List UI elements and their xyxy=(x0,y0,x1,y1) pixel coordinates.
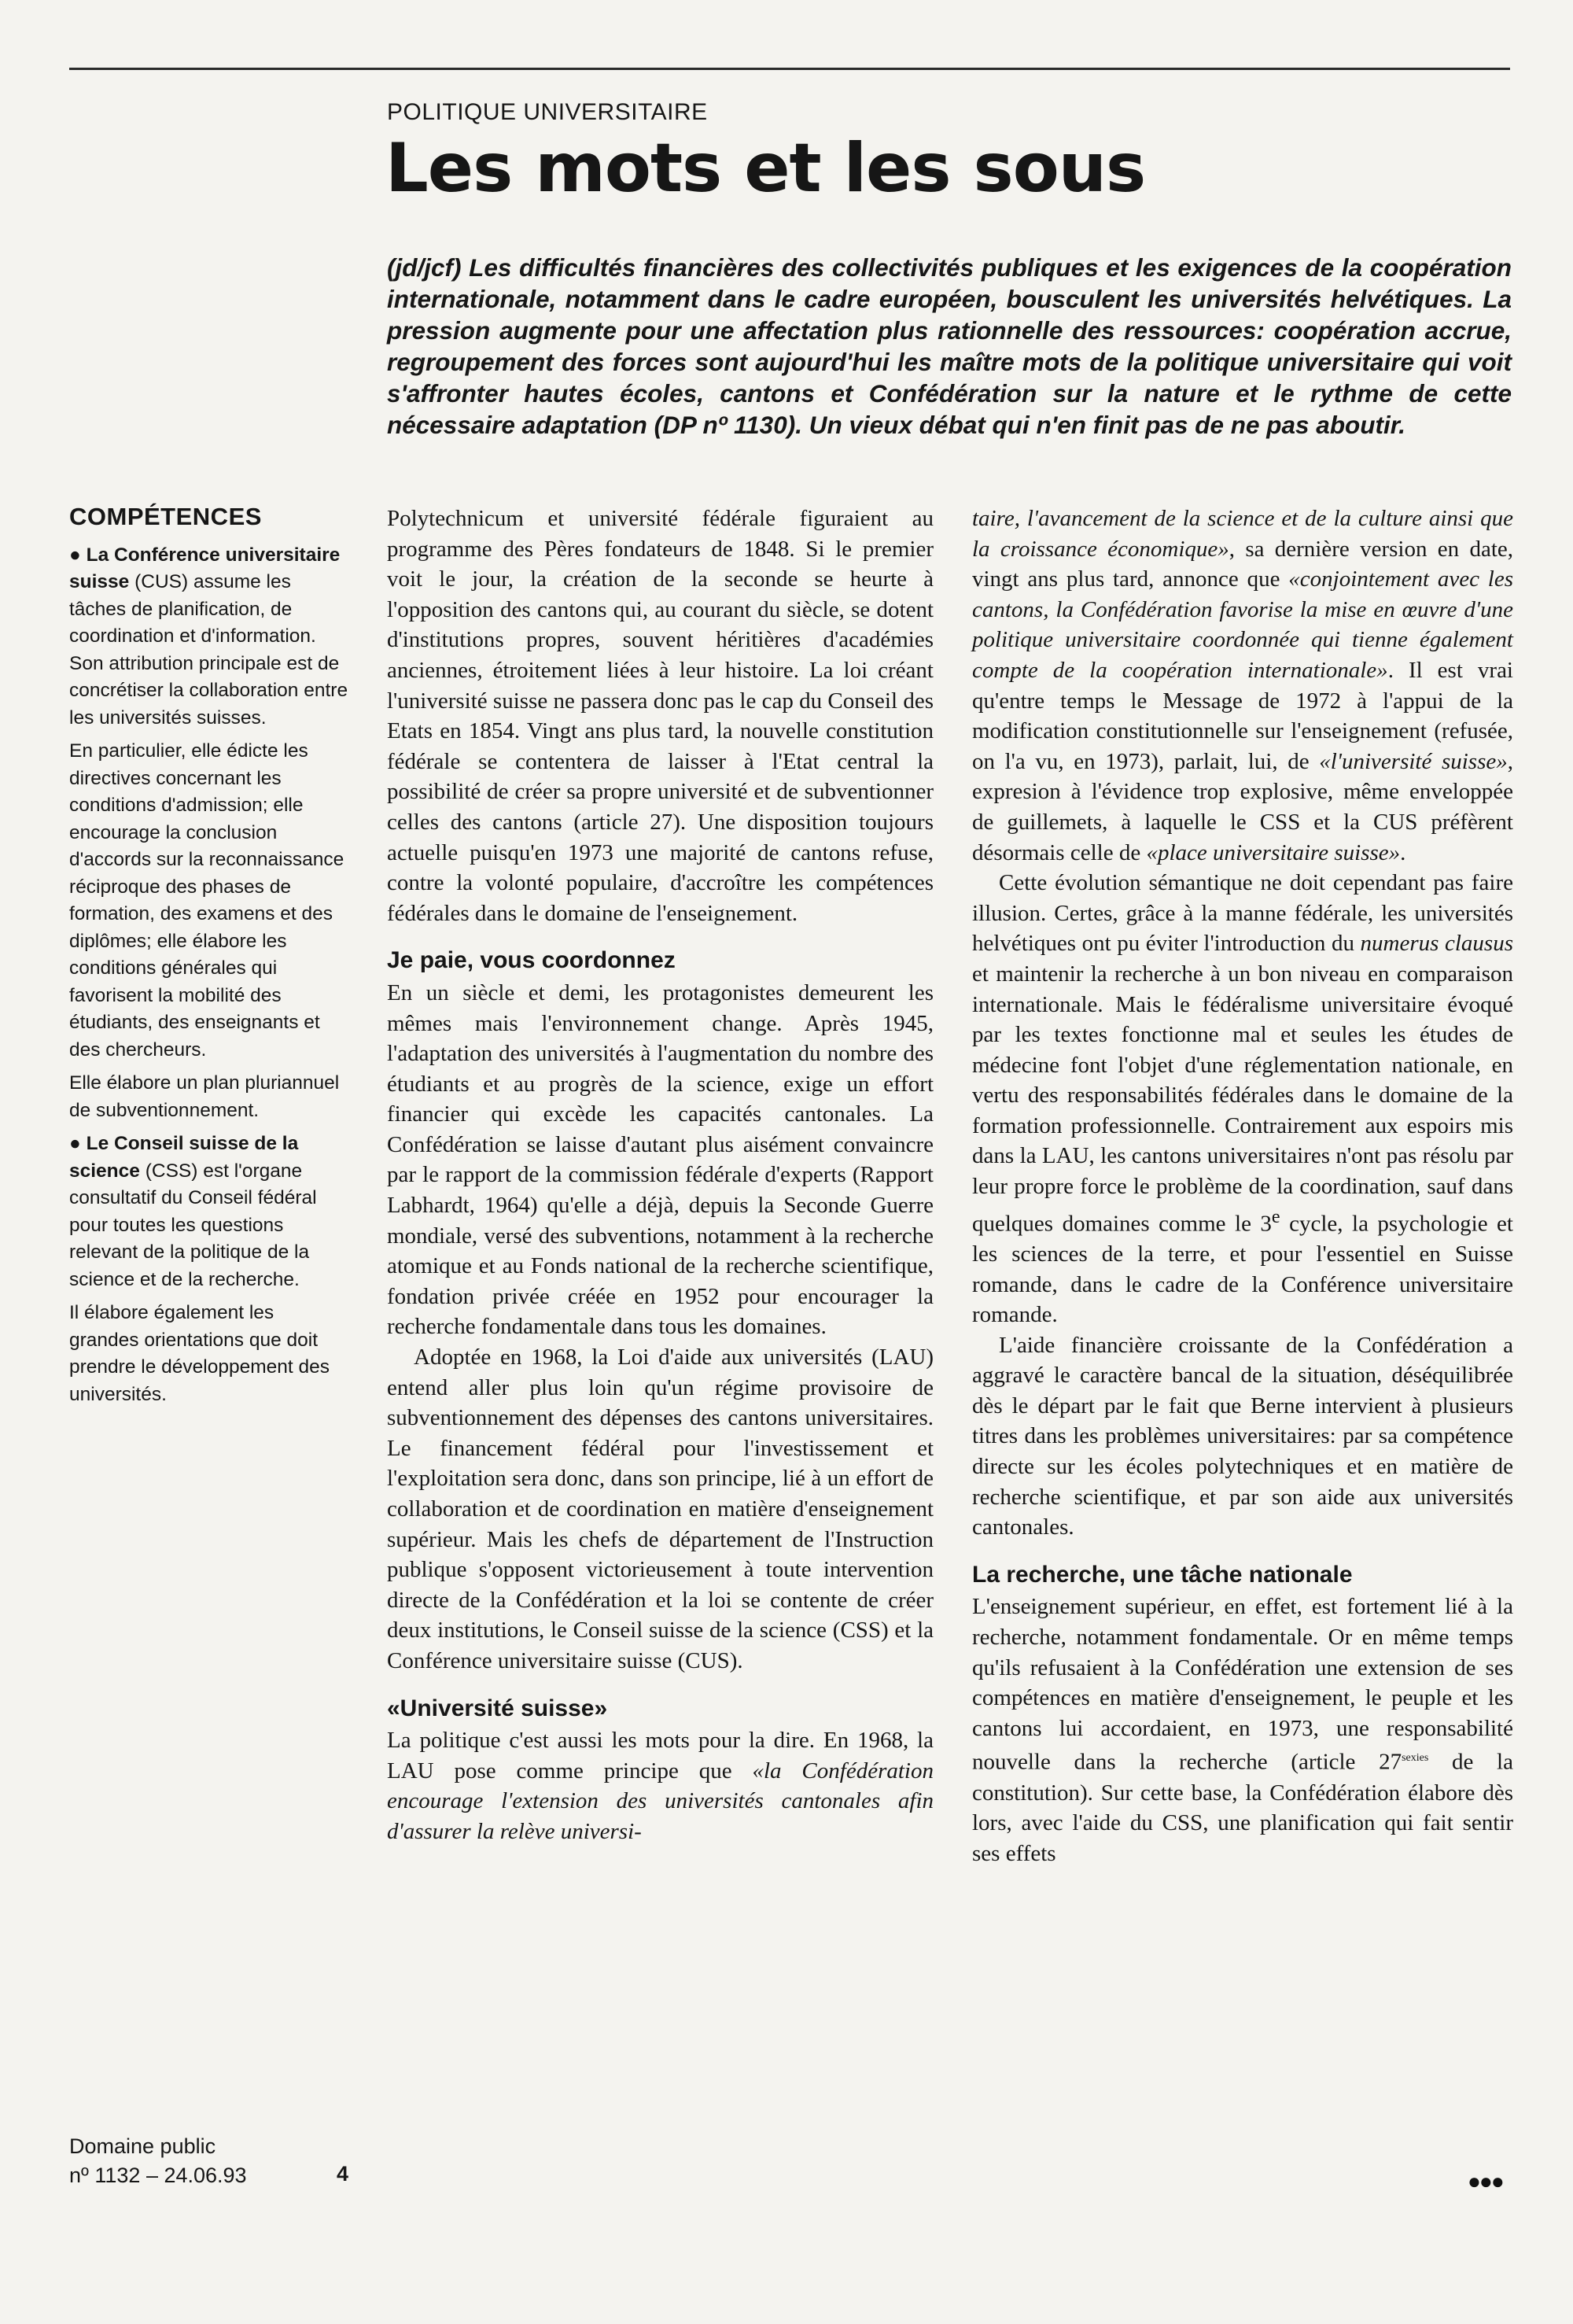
article-title: Les mots et les sous xyxy=(385,129,1146,208)
subheading: La recherche, une tâche nationale xyxy=(972,1561,1353,1588)
article-lead: (jd/jcf) Les difficultés financières des collectivités publiques et les exigences de la coopération internationale, notamment dans le cadre européen, bousculent les universités helvétiques. La pression augmente pour une affectation plus rationnelle des ressources: coopération accrue, regroupement des forces sont aujourd'hui les maître mots de la politique universitaire qui voit s'affronter hautes écoles, cantons et Confédération sur la nature et le rythme de cette nécessaire adaptation (DP nº 1130). Un vieux débat qui n'en finit pas de ne pas aboutir. xyxy=(387,253,1512,439)
subheading: Je paie, vous coordonnez xyxy=(387,947,676,974)
sidebar-competences xyxy=(69,504,348,1415)
sidebar-css-paragraph xyxy=(69,1131,348,1293)
article-column-2 xyxy=(972,504,1513,1868)
text-run: . Il est vrai qu'entre temps le Message de 1972 à l'appui de la modification constitutionnelle sur l'enseignement (refusée, on l'a vu, en 1973), parlait, lui, de xyxy=(972,657,1513,774)
paragraph: En un siècle et demi, les protagonistes demeurent les mêmes mais l'environnement change. Après 1945, l'adaptation des universités à l'augmentation du nombre des étudiants et au progrès de la science, exige un effort financier qui excède les capacités cantonales. La Confédération se laisse d'autant plus aisément convaincre par le rapport de la commission fédérale d'experts (Rapport Labhardt, 1964) qu'elle a déjà, depuis la Seconde Guerre mondiale, versé des subventions, notamment à la recherche atomique et au Fonds national de la recherche scientifique, fondation privée créée en 1952 pour encourager la recherche fondamentale dans tous les domaines. xyxy=(387,979,934,1340)
page-footer xyxy=(69,2132,368,2190)
text-run: L'enseignement supérieur, en effet, est fortement lié à la recherche, notamment fondamentale. Or en même temps qu'ils refusaient à la Confédération une extension de ses compétences en matière d'enseignement, le peuple et les cantons lui accordaient, en 1973, une responsabilité nouvelle dans la recherche (article 27 xyxy=(972,1594,1513,1776)
css-description: (CSS) est l'organe consultatif du Conseil fédéral pour toutes les questions relevant de la politique de la science et de la recherche. xyxy=(69,1160,317,1290)
sidebar-heading: COMPÉTENCES xyxy=(69,503,262,530)
text-run: , sa dernière version en date, vingt ans plus tard, annonce que xyxy=(972,536,1513,592)
header-rule xyxy=(69,68,1510,70)
quote-run: taire, l'avancement de la science et de la culture ainsi que la croissance économique» xyxy=(972,506,1513,562)
sidebar-cus-paragraph xyxy=(69,542,348,732)
text-run: , expresion à l'évidence trop explosive, même enveloppée de guillemets, à laquelle le CSS et la CUS préfèrent désormais celle de xyxy=(972,748,1513,865)
superscript: e xyxy=(1271,1205,1280,1227)
sidebar-cus-details: En particulier, elle édicte les directives concernant les conditions d'admission; elle encourage la conclusion d'accords sur la reconnaissance réciproque des phases de formation, des examens et des diplômes; elle élabore les conditions générales qui favorisent la mobilité des étudiants, des enseignants et des chercheurs. xyxy=(69,740,344,1061)
latin-term: numerus clausus xyxy=(1360,931,1513,957)
paragraph xyxy=(972,504,1513,868)
text-run: La politique c'est aussi les mots pour la dire. En 1968, la LAU pose comme principe que xyxy=(387,1728,934,1784)
text-run: . xyxy=(1400,839,1406,865)
quote-run: «l'université suisse» xyxy=(1319,748,1508,774)
paragraph xyxy=(387,1725,934,1846)
bullet-icon: ● xyxy=(69,1133,87,1154)
continuation-dots-icon: ●●● xyxy=(1468,2170,1503,2194)
css-name: Le Conseil suisse de la science xyxy=(69,1133,299,1182)
page-number: 4 xyxy=(337,2162,349,2186)
text-run: cycle, la psychologie et les sciences de la terre, et pour l'essentiel en Suisse romande, dans le cadre de la Conférence universitaire romande. xyxy=(972,1211,1513,1328)
paragraph: Adoptée en 1968, la Loi d'aide aux universités (LAU) entend aller plus loin qu'un régime provisoire de subventionnement des dépenses des cantons universitaires. Le financement fédéral pour l'investissement et l'exploitation sera donc, dans son principe, lié à un effort de collaboration et de coordination en matière d'enseignement supérieur. Mais les chefs de département de l'Instruction publique s'opposent victorieusement à toute intervention directe de la Confédération et la loi se contente de créer deux institutions, le Conseil suisse de la science (CSS) et la Conférence universitaire suisse (CUS). xyxy=(387,1345,934,1673)
cus-name: La Conférence universitaire suisse xyxy=(69,544,341,592)
paragraph xyxy=(972,1592,1513,1868)
subheading: «Université suisse» xyxy=(387,1695,608,1721)
section-kicker: POLITIQUE UNIVERSITAIRE xyxy=(387,99,708,125)
sidebar-css-details: Il élabore également les grandes orientations que doit prendre le développement des universités. xyxy=(69,1302,330,1405)
quote-run: «conjointement avec les cantons, la Confédération favorise la mise en œuvre d'une politique universitaire coordonnée qui tienne également compte de la coopération internationale» xyxy=(972,566,1513,683)
paragraph xyxy=(972,868,1513,1330)
sidebar-cus-plan: Elle élabore un plan pluriannuel de subventionnement. xyxy=(69,1072,340,1121)
publication-name: Domaine public xyxy=(69,2134,216,2158)
text-run: Cette évolution sémantique ne doit cependant pas faire illusion. Certes, grâce à la manne fédérale, les universités helvétiques ont pu éviter l'introduction du xyxy=(972,870,1513,957)
issue-info: nº 1132 – 24.06.93 xyxy=(69,2164,247,2187)
paragraph: L'aide financière croissante de la Confédération a aggravé le caractère bancal de la situation, déséquilibrée dès le départ par le fait que Berne intervient à plusieurs titres dans les problèmes universitaires: par sa compétence directe sur les écoles polytechniques et en matière de recherche scientifique, et par son aide aux universités cantonales. xyxy=(972,1332,1513,1540)
superscript: sexies xyxy=(1402,1752,1429,1765)
text-run: et maintenir la recherche à un bon niveau en comparaison internationale. Mais le fédéralisme universitaire évoqué par les textes fonctionne mal et seules les études de médecine font l'objet d'une réglementation nationale, en vertu des responsabilités fédérales dans le domaine de la formation professionnelle. Contrairement aux espoirs mis dans la LAU, les cantons universitaires n'ont pas résolu par leur propre force le problème de la coordination, sauf dans quelques domaines comme le 3 xyxy=(972,961,1513,1237)
quote-run: «la Confédération encourage l'extension des universités cantonales afin d'assurer la relève universi- xyxy=(387,1758,934,1844)
cus-description: (CUS) assume les tâches de planification, de coordination et d'information. Son attribution principale est de concrétiser la collaboration entre les universités suisses. xyxy=(69,571,348,729)
bullet-icon: ● xyxy=(69,544,87,566)
text-run: de la constitution). Sur cette base, la Confédération élabore dès lors, avec l'aide du CSS, une planification qui fait sentir ses effets xyxy=(972,1750,1513,1866)
article-column-1 xyxy=(387,504,934,1847)
quote-run: «place universitaire suisse» xyxy=(1146,839,1401,865)
paragraph: Polytechnicum et université fédérale figuraient au programme des Pères fondateurs de 1848. Si le premier voit le jour, la création de la seconde se heurte à l'opposition des cantons qui, au courant du siècle, se dotent d'institutions propres, souvent héritières d'académies anciennes, étroitement liées à leur histoire. La loi créant l'université suisse ne passera donc pas le cap du Conseil des Etats en 1854. Vingt ans plus tard, la nouvelle constitution fédérale se contentera de laisser à l'Etat central la possibilité de créer sa propre université et de subventionner celles des cantons (article 27). Une disposition toujours actuelle puisqu'en 1973 une majorité de cantons refuse, contre la volonté populaire, d'accroître les compétences fédérales dans le domaine de l'enseignement. xyxy=(387,506,934,926)
